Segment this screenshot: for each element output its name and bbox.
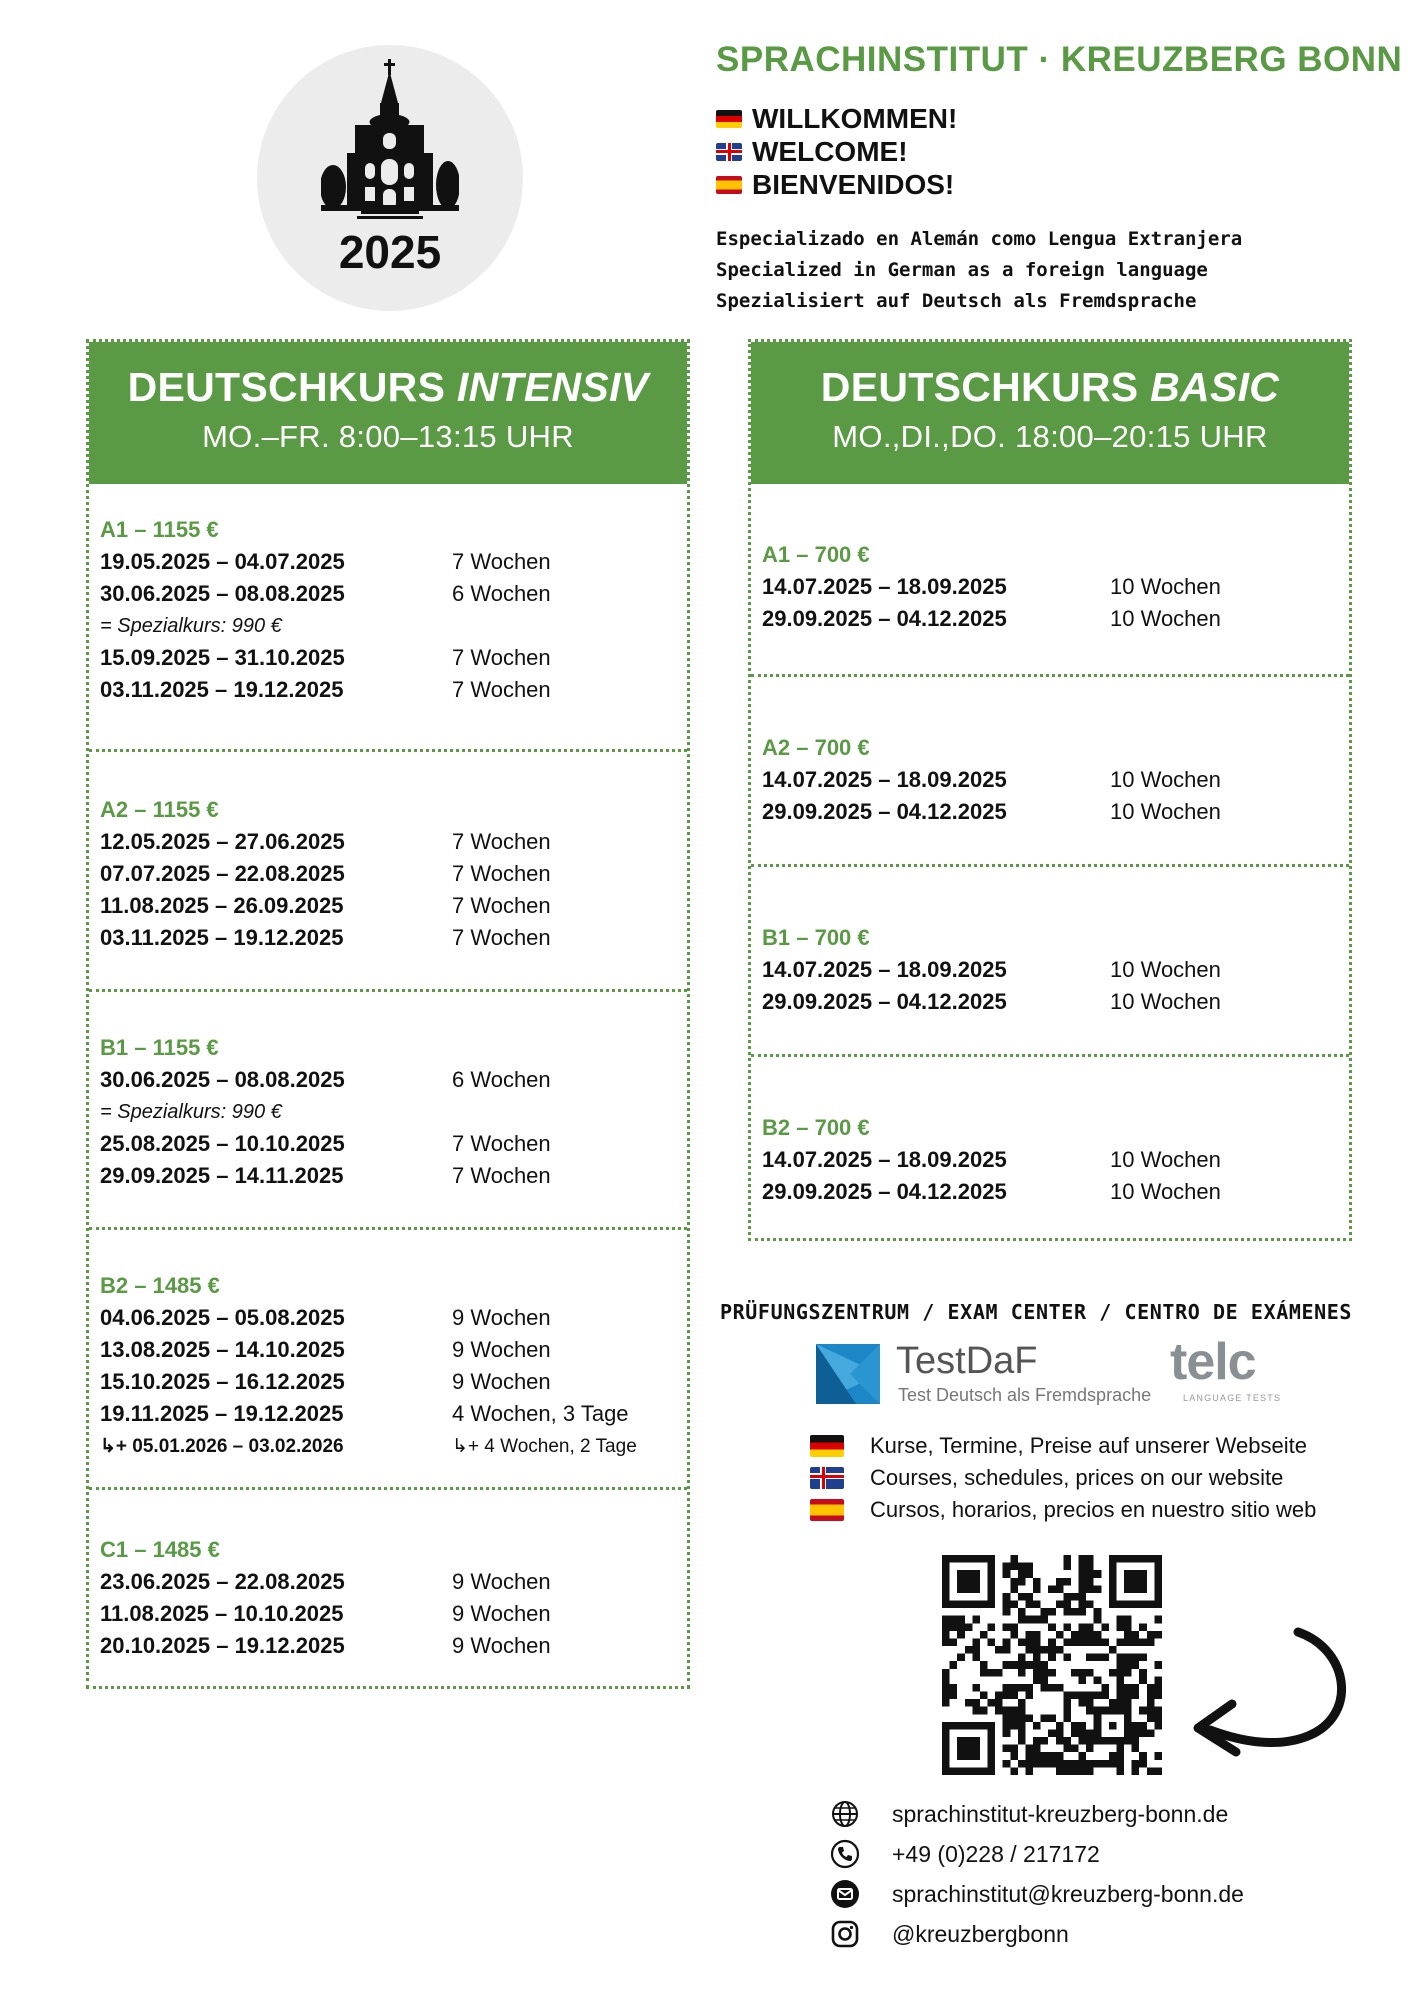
welcome-text: WILLKOMMEN! bbox=[752, 102, 958, 134]
specialization-es: Especializado en Alemán como Lengua Extranjera bbox=[716, 228, 1243, 250]
exam-center-title: PRÜFUNGSZENTRUM / EXAM CENTER / CENTRO DE EXÁMENES bbox=[720, 1300, 1353, 1324]
course-date-row bbox=[100, 1430, 687, 1462]
qr-code[interactable] bbox=[942, 1555, 1162, 1775]
curved-arrow-icon bbox=[1180, 1620, 1362, 1770]
level-section bbox=[89, 1227, 687, 1487]
date-range: 29.09.2025 – 04.12.2025 bbox=[762, 799, 1007, 824]
welcome-line bbox=[716, 102, 957, 135]
duration: 9 Wochen bbox=[452, 1305, 551, 1330]
duration: 10 Wochen bbox=[1110, 799, 1221, 824]
level-section bbox=[89, 989, 687, 1227]
website-line-text: Cursos, horarios, precios en nuestro sitio web bbox=[870, 1497, 1317, 1522]
level-title: A1 – 700 € bbox=[762, 542, 870, 567]
duration: 6 Wochen bbox=[452, 1067, 551, 1092]
duration: 7 Wochen bbox=[452, 1131, 551, 1156]
duration: 7 Wochen bbox=[452, 1163, 551, 1188]
course-schedule: MO.,DI.,DO. 18:00–20:15 UHR bbox=[832, 419, 1268, 454]
date-range: 19.05.2025 – 04.07.2025 bbox=[100, 549, 345, 574]
course-title: DEUTSCHKURS BASIC bbox=[820, 364, 1280, 410]
duration: 10 Wochen bbox=[1110, 606, 1221, 631]
contact-email[interactable] bbox=[828, 1874, 1244, 1914]
course-date-row bbox=[762, 954, 1349, 986]
course-date-row bbox=[100, 826, 687, 858]
duration: 7 Wochen bbox=[452, 549, 551, 574]
course-date-row bbox=[100, 1566, 687, 1598]
level-title: B1 – 1155 € bbox=[100, 1035, 219, 1060]
date-range: 15.10.2025 – 16.12.2025 bbox=[100, 1369, 345, 1394]
course-date-row bbox=[100, 890, 687, 922]
course-date-row bbox=[100, 1302, 687, 1334]
course-date-row bbox=[100, 1366, 687, 1398]
level-title: B2 – 700 € bbox=[762, 1115, 870, 1140]
course-header bbox=[751, 342, 1349, 484]
course-date-row bbox=[100, 1630, 687, 1662]
course-schedule: MO.–FR. 8:00–13:15 UHR bbox=[202, 419, 574, 454]
date-range: 29.09.2025 – 04.12.2025 bbox=[762, 989, 1007, 1014]
level-section bbox=[89, 1487, 687, 1711]
course-date-row bbox=[100, 1160, 687, 1192]
duration: 7 Wochen bbox=[452, 861, 551, 886]
welcome-text: BIENVENIDOS! bbox=[752, 168, 955, 200]
welcome-line bbox=[716, 135, 957, 168]
date-range: 11.08.2025 – 26.09.2025 bbox=[100, 893, 344, 918]
website-line-text: Courses, schedules, prices on our website bbox=[870, 1465, 1284, 1490]
duration: 4 Wochen, 3 Tage bbox=[452, 1401, 629, 1426]
level-section bbox=[89, 484, 687, 749]
date-range: 25.08.2025 – 10.10.2025 bbox=[100, 1131, 345, 1156]
website-info bbox=[810, 1430, 1316, 1526]
date-range: 30.06.2025 – 08.08.2025 bbox=[100, 581, 345, 606]
course-date-row bbox=[100, 858, 687, 890]
es-flag-icon bbox=[810, 1499, 844, 1521]
duration: 10 Wochen bbox=[1110, 957, 1221, 982]
level-section bbox=[751, 864, 1349, 1054]
course-box-basic bbox=[748, 339, 1352, 1241]
globe-icon bbox=[828, 1797, 862, 1831]
uk-flag-icon bbox=[716, 143, 742, 161]
date-range: 19.11.2025 – 19.12.2025 bbox=[100, 1401, 344, 1426]
telc-name: telc bbox=[1170, 1333, 1256, 1391]
date-range: 04.06.2025 – 05.08.2025 bbox=[100, 1305, 345, 1330]
level-title: A1 – 1155 € bbox=[100, 517, 219, 542]
level-title: C1 – 1485 € bbox=[100, 1537, 220, 1562]
level-title: A2 – 700 € bbox=[762, 735, 870, 760]
date-range: 30.06.2025 – 08.08.2025 bbox=[100, 1067, 345, 1092]
website-line bbox=[810, 1462, 1316, 1494]
duration: 7 Wochen bbox=[452, 893, 551, 918]
course-date-row bbox=[100, 1128, 687, 1160]
level-list bbox=[751, 484, 1349, 1244]
date-range: 14.07.2025 – 18.09.2025 bbox=[762, 1147, 1007, 1172]
course-date-row bbox=[762, 1144, 1349, 1176]
course-date-row bbox=[100, 922, 687, 954]
telc-subtitle: LANGUAGE TESTS bbox=[1183, 1393, 1282, 1403]
instagram-icon bbox=[828, 1917, 862, 1951]
course-date-row bbox=[100, 1598, 687, 1630]
level-section bbox=[751, 1054, 1349, 1244]
date-range: 14.07.2025 – 18.09.2025 bbox=[762, 957, 1007, 982]
specialization-en: Specialized in German as a foreign language bbox=[716, 259, 1208, 281]
date-range: ↳+ 05.01.2026 – 03.02.2026 bbox=[100, 1435, 344, 1457]
welcome-text: WELCOME! bbox=[752, 135, 908, 167]
date-range: 11.08.2025 – 10.10.2025 bbox=[100, 1601, 344, 1626]
contact-text: +49 (0)228 / 217172 bbox=[892, 1840, 1100, 1867]
specialization-de: Spezialisiert auf Deutsch als Fremdsprache bbox=[716, 290, 1197, 312]
date-range: 23.06.2025 – 22.08.2025 bbox=[100, 1569, 345, 1594]
contact-text: @kreuzbergbonn bbox=[892, 1920, 1069, 1947]
level-section bbox=[751, 484, 1349, 674]
date-range: 29.09.2025 – 14.11.2025 bbox=[100, 1163, 344, 1188]
course-date-row bbox=[100, 1334, 687, 1366]
date-range: 29.09.2025 – 04.12.2025 bbox=[762, 606, 1007, 631]
level-section bbox=[89, 749, 687, 989]
date-range: 15.09.2025 – 31.10.2025 bbox=[100, 645, 345, 670]
duration: 7 Wochen bbox=[452, 925, 551, 950]
level-title: B1 – 700 € bbox=[762, 925, 870, 950]
course-date-row bbox=[762, 571, 1349, 603]
course-header bbox=[89, 342, 687, 484]
de-flag-icon bbox=[810, 1435, 844, 1457]
date-range: 20.10.2025 – 19.12.2025 bbox=[100, 1633, 345, 1658]
course-title: DEUTSCHKURS INTENSIV bbox=[127, 364, 649, 410]
uk-flag-icon bbox=[810, 1467, 844, 1489]
church-logo-icon bbox=[321, 59, 459, 219]
welcome-line bbox=[716, 168, 957, 201]
date-range: 03.11.2025 – 19.12.2025 bbox=[100, 677, 344, 702]
course-date-row bbox=[762, 603, 1349, 635]
contact-list bbox=[828, 1794, 1244, 1954]
testdaf-name: TestDaF bbox=[896, 1340, 1038, 1382]
date-range: 29.09.2025 – 04.12.2025 bbox=[762, 1179, 1007, 1204]
course-date-row bbox=[100, 1064, 687, 1096]
welcome-block bbox=[716, 102, 957, 201]
duration: 10 Wochen bbox=[1110, 989, 1221, 1014]
website-line bbox=[810, 1494, 1316, 1526]
duration: 10 Wochen bbox=[1110, 1179, 1221, 1204]
duration: 6 Wochen bbox=[452, 581, 551, 606]
duration: 9 Wochen bbox=[452, 1337, 551, 1362]
institute-name: SPRACHINSTITUT · KREUZBERG BONN bbox=[716, 40, 1403, 79]
course-date-row bbox=[100, 674, 687, 706]
course-date-row bbox=[762, 986, 1349, 1018]
contact-website[interactable] bbox=[828, 1794, 1244, 1834]
course-date-row bbox=[762, 764, 1349, 796]
date-range: 14.07.2025 – 18.09.2025 bbox=[762, 574, 1007, 599]
duration: 7 Wochen bbox=[452, 829, 551, 854]
de-flag-icon bbox=[716, 110, 742, 128]
date-range: 03.11.2025 – 19.12.2025 bbox=[100, 925, 344, 950]
duration: 9 Wochen bbox=[452, 1633, 551, 1658]
level-title: A2 – 1155 € bbox=[100, 797, 219, 822]
course-date-row bbox=[100, 546, 687, 578]
course-date-row bbox=[100, 1398, 687, 1430]
course-date-row bbox=[762, 1176, 1349, 1208]
es-flag-icon bbox=[716, 176, 742, 194]
duration: ↳+ 4 Wochen, 2 Tage bbox=[452, 1435, 637, 1457]
phone-icon bbox=[828, 1837, 862, 1871]
logo-badge bbox=[257, 45, 523, 311]
testdaf-logo-icon bbox=[816, 1344, 880, 1404]
contact-text: sprachinstitut-kreuzberg-bonn.de bbox=[892, 1800, 1229, 1827]
special-price-note: = Spezialkurs: 990 € bbox=[100, 614, 282, 637]
testdaf-subtitle: Test Deutsch als Fremdsprache bbox=[898, 1385, 1152, 1405]
website-line bbox=[810, 1430, 1316, 1462]
course-date-row bbox=[100, 642, 687, 674]
duration: 7 Wochen bbox=[452, 645, 551, 670]
duration: 10 Wochen bbox=[1110, 767, 1221, 792]
specialization-text bbox=[716, 224, 1242, 317]
level-title: B2 – 1485 € bbox=[100, 1273, 220, 1298]
contact-phone[interactable] bbox=[828, 1834, 1244, 1874]
duration: 9 Wochen bbox=[452, 1369, 551, 1394]
duration: 9 Wochen bbox=[452, 1569, 551, 1594]
course-box-intensiv bbox=[86, 339, 690, 1689]
course-date-row bbox=[762, 796, 1349, 828]
contact-text: sprachinstitut@kreuzberg-bonn.de bbox=[892, 1880, 1244, 1907]
date-range: 12.05.2025 – 27.06.2025 bbox=[100, 829, 345, 854]
duration: 10 Wochen bbox=[1110, 574, 1221, 599]
course-date-row bbox=[100, 578, 687, 610]
website-line-text: Kurse, Termine, Preise auf unserer Webseite bbox=[870, 1433, 1307, 1458]
contact-instagram[interactable] bbox=[828, 1914, 1244, 1954]
date-range: 07.07.2025 – 22.08.2025 bbox=[100, 861, 345, 886]
year-label: 2025 bbox=[338, 226, 442, 278]
mail-icon bbox=[828, 1877, 862, 1911]
duration: 9 Wochen bbox=[452, 1601, 551, 1626]
level-list bbox=[89, 484, 687, 1711]
date-range: 14.07.2025 – 18.09.2025 bbox=[762, 767, 1007, 792]
level-section bbox=[751, 674, 1349, 864]
duration: 10 Wochen bbox=[1110, 1147, 1221, 1172]
special-price-note: = Spezialkurs: 990 € bbox=[100, 1100, 282, 1123]
duration: 7 Wochen bbox=[452, 677, 551, 702]
date-range: 13.08.2025 – 14.10.2025 bbox=[100, 1337, 345, 1362]
